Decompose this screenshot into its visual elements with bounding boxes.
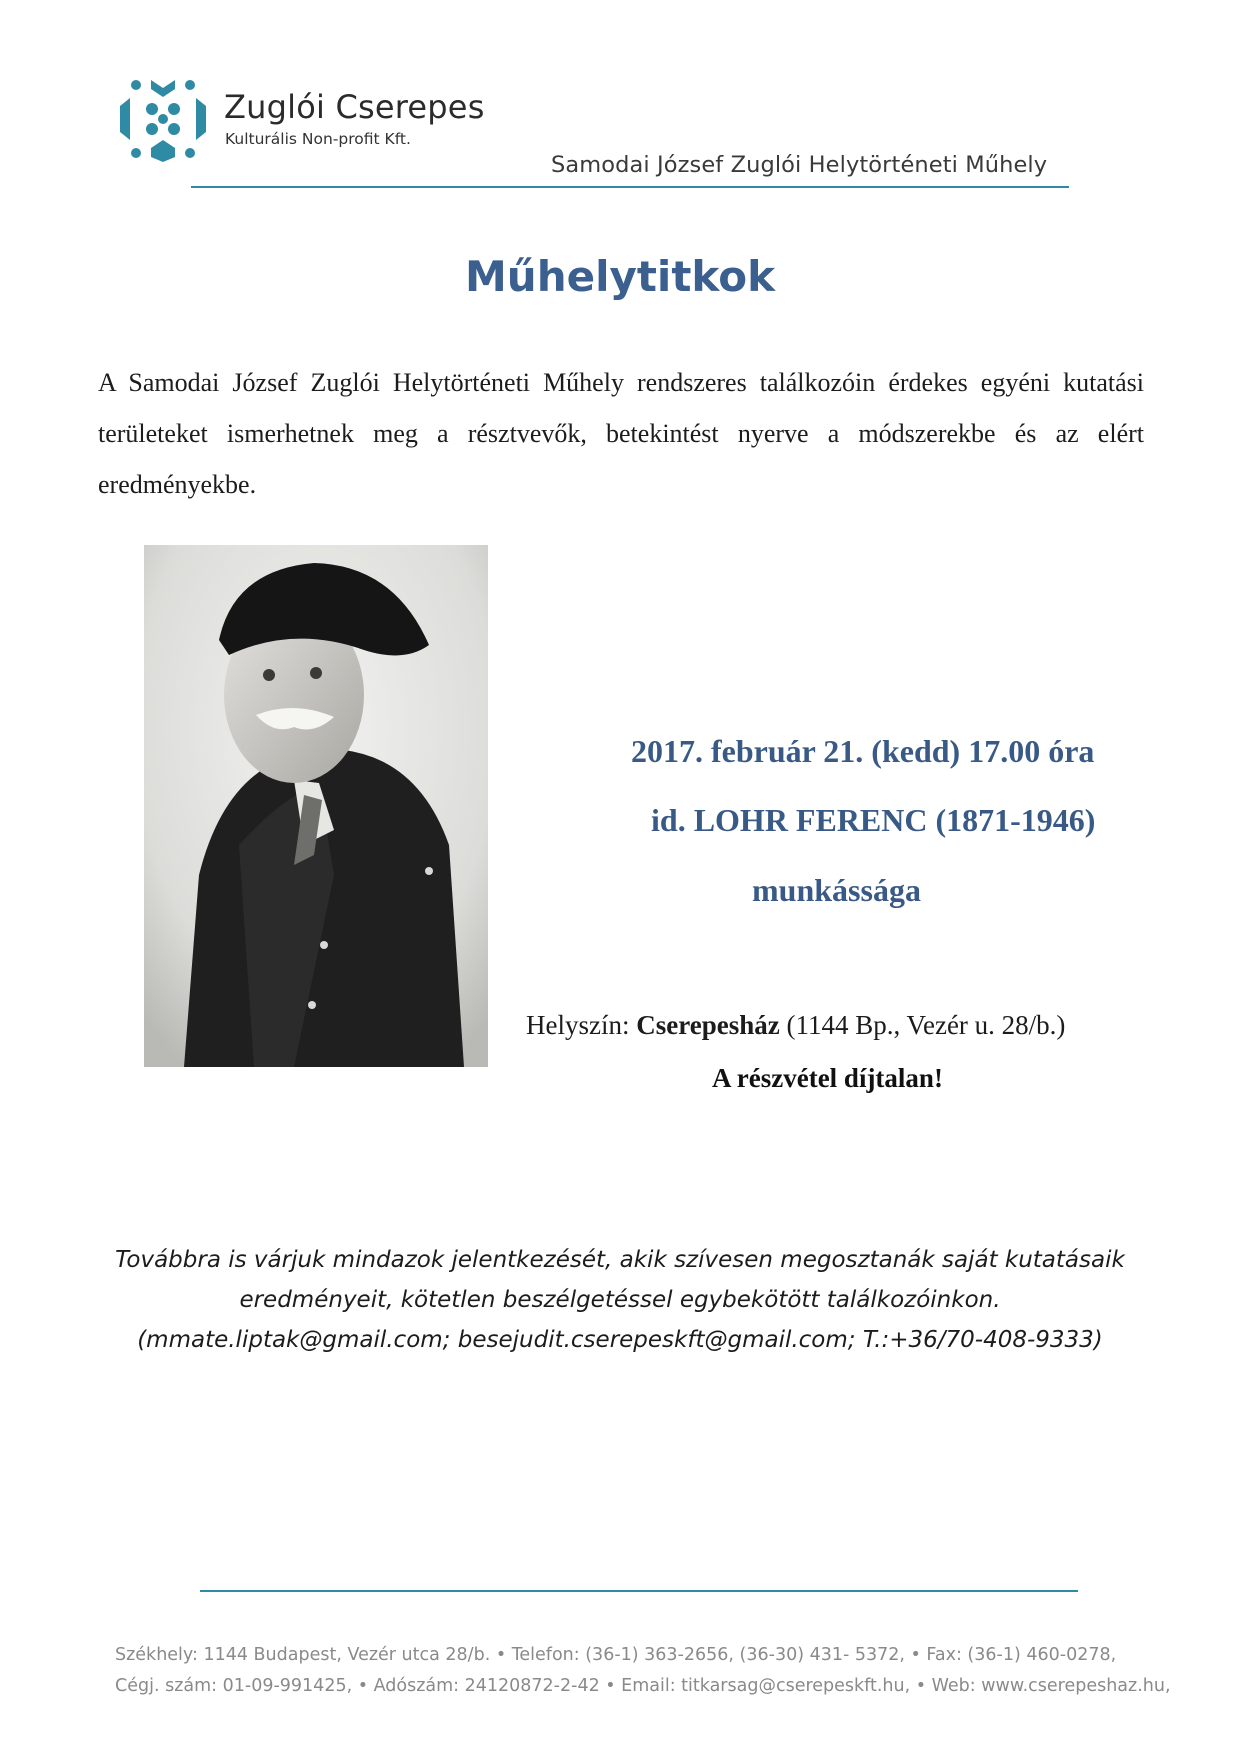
page-title: Műhelytitkok <box>465 252 775 301</box>
footer-line-1: Székhely: 1144 Budapest, Vezér utca 28/b. • Telefon: (36-1) 363-2656, (36-30) 431- 5372, • Fax: (36-1) 460-0278, <box>115 1645 1117 1665</box>
free-admission-notice: A részvétel díjtalan! <box>712 1063 943 1093</box>
brand-name: Zuglói Cserepes <box>224 88 485 126</box>
event-date: 2017. február 21. (kedd) 17.00 óra <box>631 733 1095 769</box>
venue-label: Helyszín: <box>526 1010 630 1040</box>
intro-paragraph: A Samodai József Zuglói Helytörténeti Műhely rendszeres találkozóin érdekes egyéni kutatási területeket ismerhetnek meg a résztvevők, betekintést nyerve a módszerekbe és az elért eredményekbe. <box>98 368 1144 499</box>
closing-line-1: Továbbra is várjuk mindazok jelentkezését, akik szívesen megosztanák saját kutatásaik <box>115 1247 1125 1273</box>
venue-line <box>526 1010 1065 1041</box>
cserepes-logo <box>118 76 208 162</box>
closing-text <box>0 1240 1240 1360</box>
event-topic: munkássága <box>752 872 921 908</box>
event-person: id. LOHR FERENC (1871-1946) <box>651 802 1096 838</box>
footer-divider <box>200 1590 1078 1592</box>
header-divider <box>191 186 1069 188</box>
venue-address: (1144 Bp., Vezér u. 28/b.) <box>786 1010 1066 1040</box>
brand-subtitle: Kulturális Non-profit Kft. <box>225 130 411 148</box>
venue-name: Cserepesház <box>636 1010 780 1040</box>
workshop-name: Samodai József Zuglói Helytörténeti Műhely <box>551 152 1048 178</box>
closing-contacts: (mmate.liptak@gmail.com; besejudit.cserepeskft@gmail.com; T.:+36/70-408-9333) <box>137 1327 1103 1353</box>
closing-line-2: eredményeit, kötetlen beszélgetéssel egybekötött találkozóinkon. <box>239 1287 1001 1313</box>
footer <box>115 1640 1171 1702</box>
footer-line-2: Cégj. szám: 01-09-991425, • Adószám: 24120872-2-42 • Email: titkarsag@cserepeskft.hu, • Web: www.cserepeshaz.hu, <box>115 1676 1171 1696</box>
portrait-photo <box>144 545 488 1067</box>
